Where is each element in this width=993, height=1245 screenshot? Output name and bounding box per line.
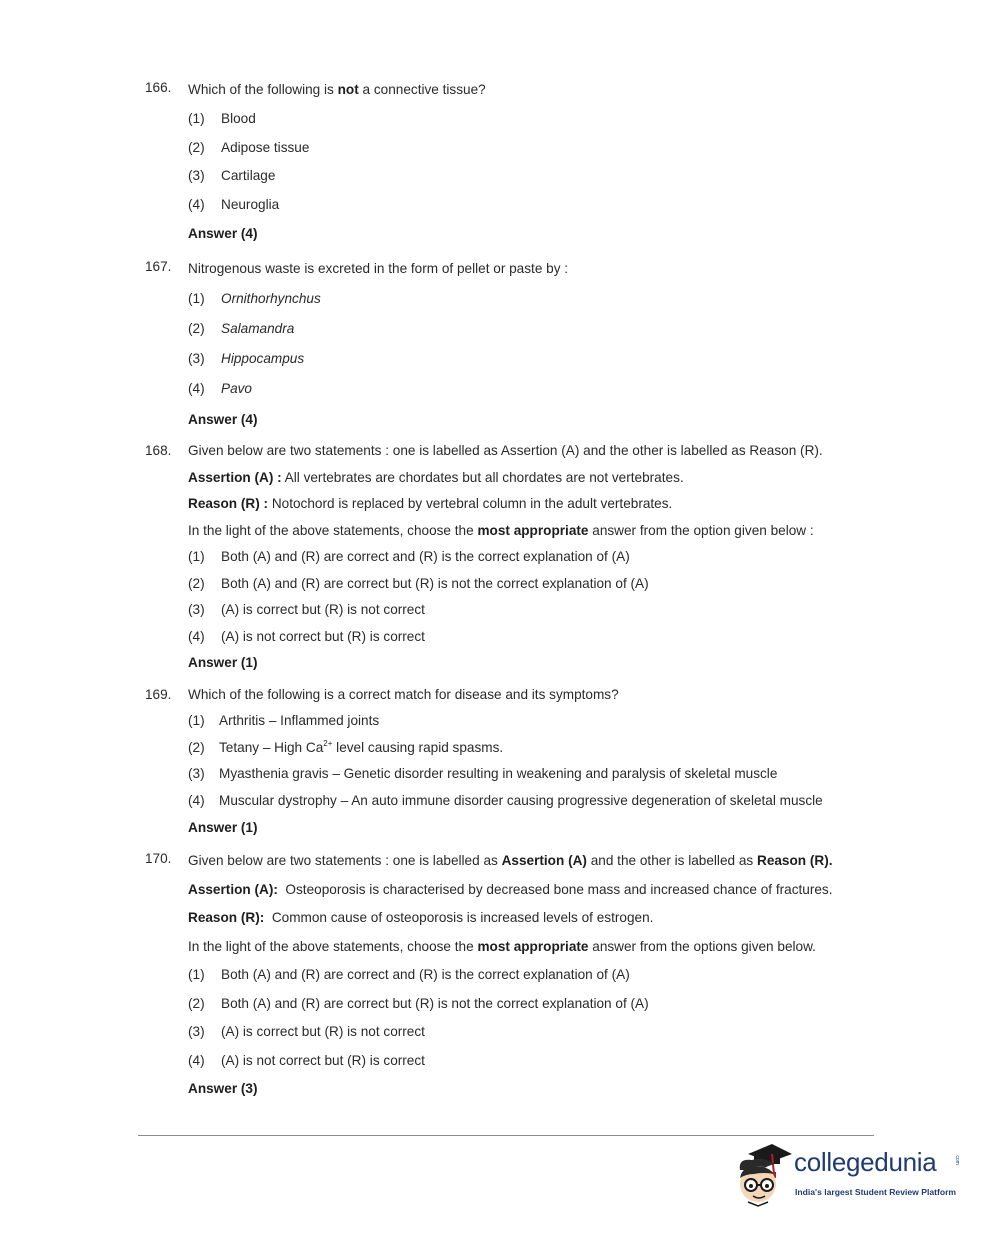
assertion-label: Assertion (A): (188, 882, 278, 897)
option-number: (1) (188, 713, 205, 728)
option-number: (3) (188, 1024, 205, 1039)
answer-text: Answer (1) (188, 820, 258, 835)
option-text: (A) is correct but (R) is not correct (221, 1024, 425, 1039)
question-167-number: 167. (145, 259, 172, 274)
option-text: Both (A) and (R) are correct and (R) is the correct explanation of (A) (221, 967, 630, 982)
option-italic: Pavo (221, 381, 252, 396)
option-text: Neuroglia (221, 197, 280, 212)
option-text: (A) is not correct but (R) is correct (221, 1053, 425, 1068)
instruction-emphasis: most appropriate (477, 939, 589, 954)
option-text: Both (A) and (R) are correct but (R) is not the correct explanation of (A) (221, 576, 649, 591)
question-166-stem (188, 82, 486, 98)
question-167-stem: Nitrogenous waste is excreted in the form of pellet or paste by : (188, 261, 569, 276)
stem-emphasis: not (337, 82, 359, 97)
instruction-text: In the light of the above statements, choose the (188, 939, 478, 954)
answer-label (188, 412, 258, 428)
instruction-text: answer from the option given below : (588, 523, 814, 538)
option-text (221, 321, 294, 337)
option-text: Blood (221, 111, 256, 126)
option-number: (3) (188, 602, 205, 617)
option-italic: Hippocampus (221, 351, 305, 366)
brand-suffix: .com (954, 1154, 960, 1165)
brand-tagline: India's largest Student Review Platform (795, 1187, 957, 1197)
option-text: (A) is correct but (R) is not correct (221, 602, 425, 617)
option-text: Myasthenia gravis – Genetic disorder resulting in weakening and paralysis of skeletal muscle (219, 766, 778, 781)
option-text-part: Tetany – High Ca (219, 740, 324, 755)
answer-text: Answer (3) (188, 1081, 258, 1096)
option-number: (4) (188, 629, 205, 644)
option-text: Adipose tissue (221, 140, 310, 155)
reason-line (188, 496, 672, 512)
option-text: Muscular dystrophy – An auto immune disorder causing progressive degeneration of skeletal muscle (219, 793, 823, 808)
option-number: (2) (188, 321, 205, 336)
option-text: (A) is not correct but (R) is correct (221, 629, 425, 644)
stem-emphasis: Assertion (A) (501, 853, 587, 868)
instruction-line (188, 523, 814, 539)
instruction-emphasis: most appropriate (477, 523, 589, 538)
question-169-stem: Which of the following is a correct match for disease and its symptoms? (188, 687, 619, 702)
answer-text: Answer (1) (188, 655, 258, 670)
assertion-text: Osteoporosis is characterised by decreased bone mass and increased chance of fractures. (277, 882, 833, 897)
option-text: Both (A) and (R) are correct but (R) is not the correct explanation of (A) (221, 996, 649, 1011)
option-number: (2) (188, 140, 205, 155)
option-number: (4) (188, 381, 205, 396)
question-170-stem (188, 853, 833, 869)
instruction-line (188, 939, 816, 955)
reason-text: Notochord is replaced by vertebral column in the adult vertebrates. (268, 496, 673, 511)
instruction-text: answer from the options given below. (588, 939, 816, 954)
question-168-number: 168. (145, 443, 172, 458)
option-number: (1) (188, 111, 205, 126)
option-number: (1) (188, 291, 205, 306)
answer-text: Answer (4) (188, 412, 258, 427)
option-text (221, 381, 252, 397)
question-170-number: 170. (145, 851, 172, 866)
answer-label (188, 226, 258, 242)
reason-text: Common cause of osteoporosis is increased levels of estrogen. (264, 910, 654, 925)
option-number: (1) (188, 549, 205, 564)
question-168-stem: Given below are two statements : one is labelled as Assertion (A) and the other is labelled as Reason (R). (188, 443, 823, 458)
answer-label (188, 1081, 258, 1097)
option-number: (4) (188, 1053, 205, 1068)
stem-emphasis: Reason (R). (757, 853, 833, 868)
collegedunia-logo[interactable] (734, 1140, 964, 1210)
mascot-icon (734, 1140, 794, 1210)
option-text (221, 291, 321, 307)
assertion-line (188, 882, 833, 898)
superscript: 2+ (323, 739, 333, 748)
stem-text: Given below are two statements : one is labelled as (188, 853, 502, 868)
option-number: (2) (188, 576, 205, 591)
option-text (219, 740, 503, 756)
stem-text: Which of the following is (188, 82, 338, 97)
option-number: (1) (188, 967, 205, 982)
question-166-number: 166. (145, 80, 172, 95)
option-number: (3) (188, 168, 205, 183)
stem-text: and the other is labelled as (586, 853, 757, 868)
option-italic: Salamandra (221, 321, 295, 336)
assertion-label: Assertion (A) : (188, 470, 282, 485)
instruction-text: In the light of the above statements, choose the (188, 523, 478, 538)
question-169-number: 169. (145, 687, 172, 702)
answer-label (188, 655, 258, 671)
brand-name: collegedunia (794, 1147, 937, 1177)
assertion-line (188, 470, 684, 486)
option-number: (2) (188, 996, 205, 1011)
option-number: (3) (188, 766, 205, 781)
option-number: (3) (188, 351, 205, 366)
reason-label: Reason (R): (188, 910, 265, 925)
answer-text: Answer (4) (188, 226, 258, 241)
option-text (221, 351, 304, 367)
option-text-part: level causing rapid spasms. (332, 740, 504, 755)
assertion-text: All vertebrates are chordates but all chordates are not vertebrates. (281, 470, 684, 485)
reason-line (188, 910, 653, 926)
answer-label (188, 820, 258, 836)
stem-text: a connective tissue? (358, 82, 486, 97)
option-text: Arthritis – Inflammed joints (219, 713, 380, 728)
reason-label: Reason (R) : (188, 496, 269, 511)
footer-divider (138, 1135, 874, 1136)
option-number: (2) (188, 740, 205, 755)
option-number: (4) (188, 793, 205, 808)
option-number: (4) (188, 197, 205, 212)
option-italic: Ornithorhynchus (221, 291, 321, 306)
option-text: Cartilage (221, 168, 276, 183)
option-text: Both (A) and (R) are correct and (R) is the correct explanation of (A) (221, 549, 630, 564)
